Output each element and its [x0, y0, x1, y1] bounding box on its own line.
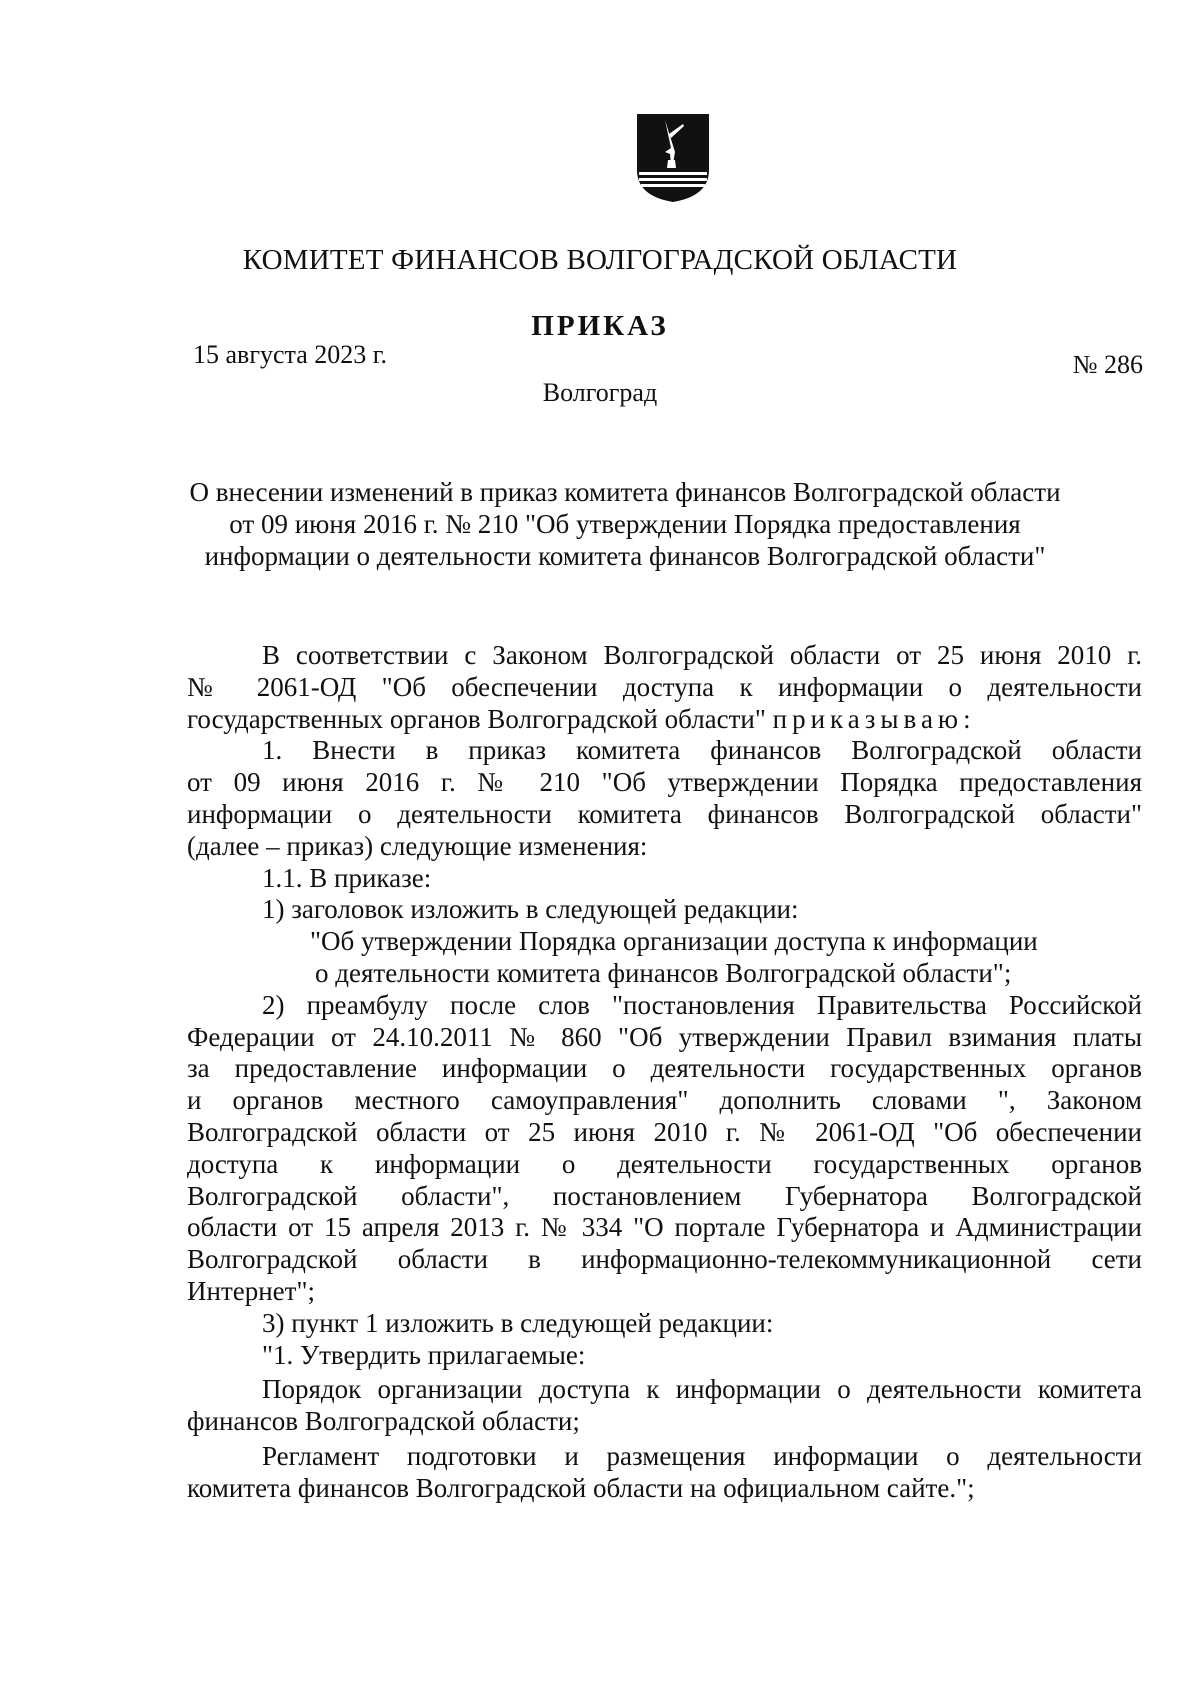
item1-line: информации о деятельности комитета финансов Волгоградской области": [187, 798, 1142, 829]
order-list-line: Порядок организации доступа к информации о деятельности комитета: [262, 1374, 1142, 1405]
item1-line: (далее – приказ) следующие изменения:: [187, 830, 648, 861]
organization-name: КОМИТЕТ ФИНАНСОВ ВОЛГОГРАДСКОЙ ОБЛАСТИ: [242, 244, 958, 276]
order-city: Волгоград: [542, 378, 658, 407]
preamble-line: № 2061-ОД "Об обеспечении доступа к информации о деятельности: [187, 671, 1142, 702]
order-subject: [160, 476, 1090, 572]
volgograd-coat-of-arms-icon: [635, 112, 711, 204]
subitem-2-line: Волгоградской области", постановлением Губернатора Волгоградской: [187, 1180, 1142, 1211]
document-type: ПРИКАЗ: [531, 310, 669, 342]
order-list-line: финансов Волгоградской области;: [187, 1406, 580, 1437]
subitem-2-line: области от 15 апреля 2013 г. № 334 "О портале Губернатора и Администрации: [187, 1212, 1142, 1243]
subitem-2-line: за предоставление информации о деятельности государственных органов: [187, 1053, 1142, 1084]
preamble-line: [187, 704, 1142, 736]
order-date: 15 августа 2023 г.: [193, 340, 387, 369]
subject-line: от 09 июня 2016 г. № 210 "Об утверждении Порядка предоставления: [229, 509, 1021, 539]
regulation-line: Регламент подготовки и размещения информации о деятельности: [262, 1440, 1142, 1471]
order-number: № 286: [1072, 350, 1143, 379]
item1-line: 1. Внести в приказ комитета финансов Волгоградской области: [262, 735, 1142, 766]
regulation-line: комитета финансов Волгоградской области на официальном сайте.";: [187, 1472, 975, 1503]
item1-line: от 09 июня 2016 г. № 210 "Об утверждении Порядка предоставления: [187, 767, 1142, 798]
approve-line: "1. Утвердить прилагаемые:: [262, 1339, 586, 1370]
new-title-line: о деятельности комитета финансов Волгоградской области";: [315, 957, 1012, 988]
subitem-1: 1) заголовок изложить в следующей редакции:: [262, 894, 799, 925]
subitem-2-line: 2) преамбулу после слов "постановления Правительства Российской: [262, 989, 1142, 1020]
subitem-2-line: Волгоградской области от 25 июня 2010 г. № 2061-ОД "Об обеспечении: [187, 1116, 1142, 1147]
subitem-2-line: Волгоградской области в информационно-телекоммуникационной сети: [187, 1244, 1142, 1275]
subitem-2-line: Интернет";: [187, 1275, 315, 1306]
preamble-text: государственных органов Волгоградской области": [187, 703, 766, 734]
preamble-line: В соответствии с Законом Волгоградской области от 25 июня 2010 г.: [262, 640, 1142, 670]
subitem-2-line: доступа к информации о деятельности государственных органов: [187, 1148, 1142, 1179]
item1-1: 1.1. В приказе:: [262, 862, 432, 893]
new-title-line: "Об утверждении Порядка организации доступа к информации: [310, 926, 1038, 957]
order-body: [187, 640, 1142, 1505]
subitem-2-line: и органов местного самоуправления" дополнить словами ", Законом: [187, 1085, 1142, 1116]
subitem-3: 3) пункт 1 изложить в следующей редакции:: [262, 1307, 774, 1338]
subject-line: информации о деятельности комитета финансов Волгоградской области": [204, 541, 1046, 571]
preamble-verb: приказываю:: [772, 703, 976, 734]
subject-line: О внесении изменений в приказ комитета финансов Волгоградской области: [189, 477, 1061, 507]
subitem-2-line: Федерации от 24.10.2011 № 860 "Об утверждении Правил взимания платы: [187, 1021, 1142, 1052]
